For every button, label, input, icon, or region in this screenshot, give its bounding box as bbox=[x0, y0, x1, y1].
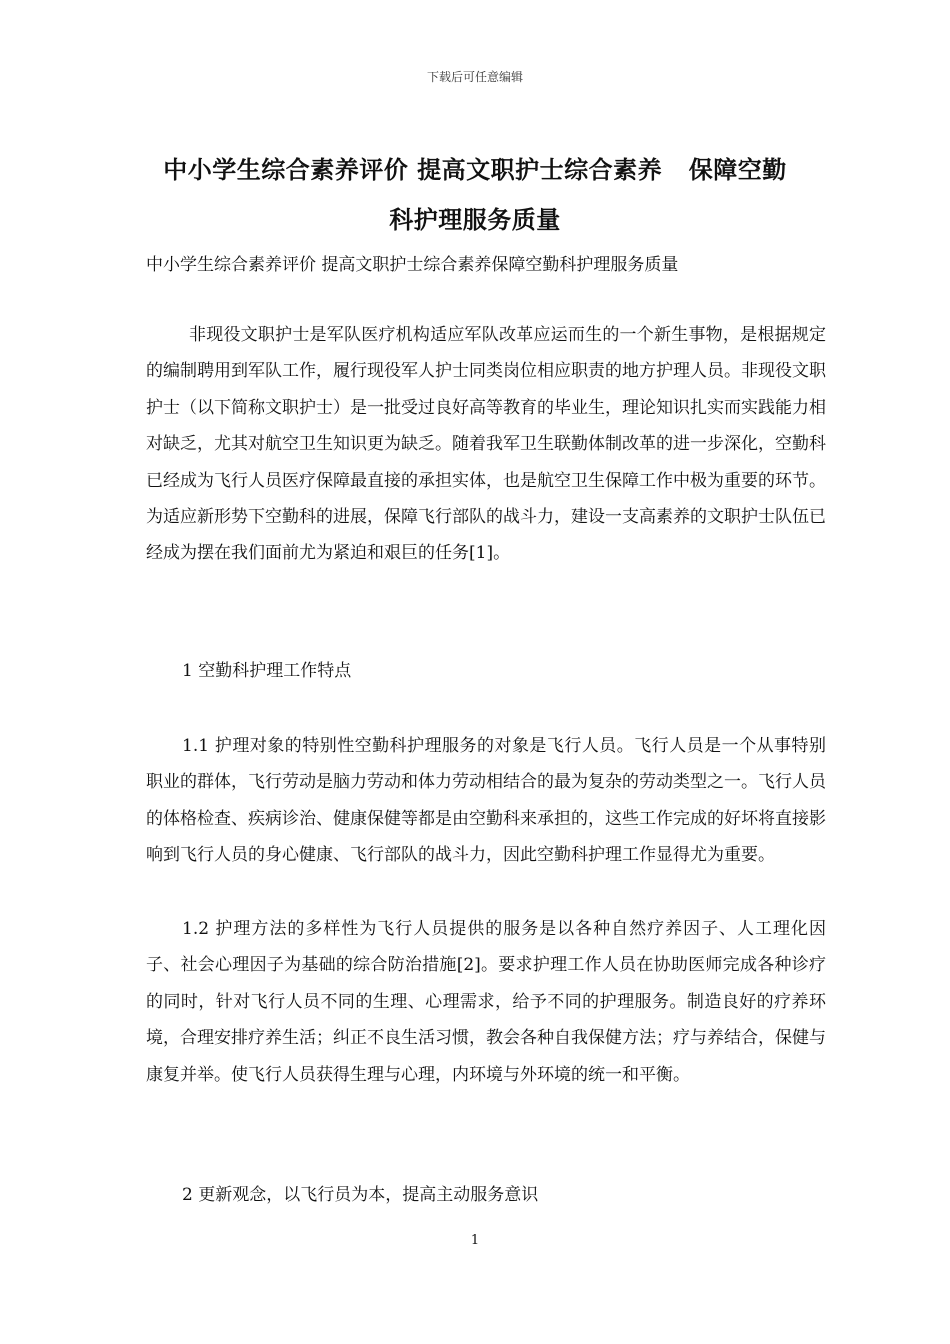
paragraph-1-2: 1.2 护理方法的多样性为飞行人员提供的服务是以各种自然疗养因子、人工理化因子、社会心理因子为基础的综合防治措施[2]。要求护理工作人员在协助医师完成各种诊疗的同时，针对飞行人员不同的生理、心理需求，给予不同的护理服务。制造良好的疗养环境，合理安排疗养生活；纠正不良生活习惯，教会各种自我保健方法；疗与养结合，保健与康复并举。使飞行人员获得生理与心理，内环境与外环境的统一和平衡。 bbox=[146, 919, 826, 1085]
paragraph-1-1: 1.1 护理对象的特别性空勤科护理服务的对象是飞行人员。飞行人员是一个从事特别职业的群体，飞行劳动是脑力劳动和体力劳动相结合的最为复杂的劳动类型之一。飞行人员的体格检查、疾病诊治、健康保健等都是由空勤科来承担的，这些工作完成的好坏将直接影响到飞行人员的身心健康、飞行部队的战斗力，因此空勤科护理工作显得尤为重要。 bbox=[146, 736, 826, 866]
document-title-line-1: 中小学生综合素养评价 提高文职护士综合素养 保障空勤 bbox=[163, 156, 787, 184]
section-heading-2: 2 更新观念，以飞行员为本，提高主动服务意识 bbox=[182, 1185, 539, 1205]
document-subtitle: 中小学生综合素养评价 提高文职护士综合素养保障空勤科护理服务质量 bbox=[146, 255, 679, 275]
paragraph-intro: 非现役文职护士是军队医疗机构适应军队改革应运而生的一个新生事物，是根据规定的编制聘用到军队工作，履行现役军人护士同类岗位相应职责的地方护理人员。非现役文职护士（以下简称文职护士）是一批受过良好高等教育的毕业生，理论知识扎实而实践能力相对缺乏，尤其对航空卫生知识更为缺乏。随着我军卫生联勤体制改革的进一步深化，空勤科已经成为飞行人员医疗保障最直接的承担实体，也是航空卫生保障工作中极为重要的环节。为适应新形势下空勤科的进展，保障飞行部队的战斗力，建设一支高素养的文职护士队伍已经成为摆在我们面前尤为紧迫和艰巨的任务[1]。 bbox=[146, 325, 826, 564]
document-title-line-2: 科护理服务质量 bbox=[389, 206, 561, 234]
header-note: 下载后可任意编辑 bbox=[426, 70, 523, 84]
page-number: 1 bbox=[470, 1233, 480, 1248]
section-heading-1: 1 空勤科护理工作特点 bbox=[182, 661, 352, 681]
